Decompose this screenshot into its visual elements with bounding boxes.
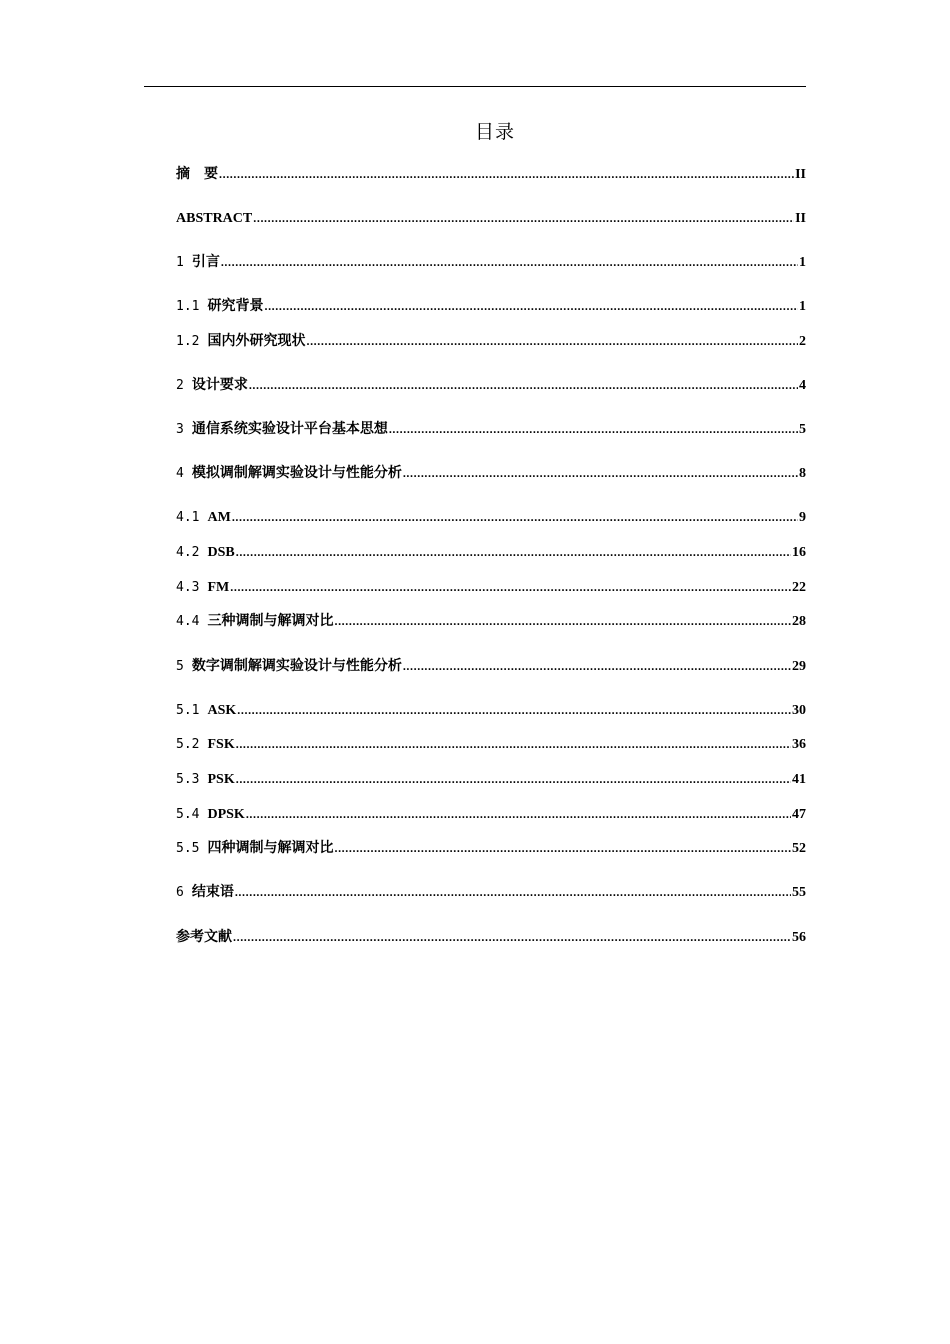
toc-entry-number: 4 <box>176 466 184 481</box>
toc-entry-page-number: 55 <box>792 885 806 900</box>
toc-entry-page-number: 47 <box>792 807 806 822</box>
toc-entry[interactable] <box>176 576 806 598</box>
toc-entry-label: 研究背景 <box>207 298 264 314</box>
dot-leader <box>389 418 798 440</box>
dot-leader <box>334 610 791 632</box>
toc-entry[interactable] <box>176 330 806 352</box>
header-rule <box>144 86 806 87</box>
toc-entry-label: 国内外研究现状 <box>207 333 306 349</box>
dot-leader <box>236 768 791 790</box>
toc-entry-page-number: 8 <box>799 466 806 481</box>
dot-leader <box>236 733 791 755</box>
toc-entry-number: 5.3 <box>176 772 200 787</box>
toc-entry[interactable] <box>176 374 806 396</box>
toc-entry-label: PSK <box>207 772 235 787</box>
toc-entry-label: 设计要求 <box>191 377 248 393</box>
dot-leader <box>219 163 794 185</box>
toc-entry-number: 4.3 <box>176 580 200 595</box>
dot-leader <box>264 295 798 317</box>
dot-leader <box>221 251 798 273</box>
toc-entry-label: ABSTRACT <box>176 211 253 226</box>
toc-entry-label: FSK <box>207 737 235 752</box>
toc-entry-page-number: 5 <box>799 422 806 437</box>
dot-leader <box>249 374 798 396</box>
toc-entry[interactable] <box>176 768 806 790</box>
toc-entry-label: 摘 要 <box>176 166 218 182</box>
toc-entry-page-number: 1 <box>799 255 806 270</box>
toc-entry-page-number: 9 <box>799 510 806 525</box>
toc-entry-number: 4.1 <box>176 510 200 525</box>
toc-entry-number: 6 <box>176 885 184 900</box>
toc-entry-page-number: 28 <box>792 614 806 629</box>
toc-entry-page-number: 56 <box>792 930 806 945</box>
toc-entry-label: AM <box>207 510 231 525</box>
toc-entry-page-number: II <box>795 211 806 226</box>
dot-leader <box>230 576 791 598</box>
toc-entry-label: DSB <box>207 545 235 560</box>
dot-leader <box>246 803 791 825</box>
toc-entry-number: 4.2 <box>176 545 200 560</box>
dot-leader <box>334 837 791 859</box>
toc-entry-label: ASK <box>207 703 237 718</box>
toc-entry-page-number: 1 <box>799 299 806 314</box>
toc-entry-page-number: 36 <box>792 737 806 752</box>
toc-title: 目录 <box>474 121 515 143</box>
toc-entry[interactable] <box>176 733 806 755</box>
toc-entry-number: 2 <box>176 378 184 393</box>
toc-entry-label: 四种调制与解调对比 <box>207 840 334 856</box>
toc-entry-label: 模拟调制解调实验设计与性能分析 <box>191 465 402 481</box>
toc-entry-label: 结束语 <box>191 884 234 900</box>
toc-entry[interactable] <box>176 506 806 528</box>
toc-entry[interactable] <box>176 610 806 632</box>
dot-leader <box>233 926 791 948</box>
toc-entry-number: 1 <box>176 255 184 270</box>
dot-leader <box>253 207 794 229</box>
toc-entry[interactable] <box>176 803 806 825</box>
dot-leader <box>236 541 791 563</box>
toc-entry-label: 通信系统实验设计平台基本思想 <box>191 421 388 437</box>
toc-entry[interactable] <box>176 418 806 440</box>
toc-entry[interactable] <box>176 926 806 948</box>
toc-entry-page-number: 2 <box>799 334 806 349</box>
toc-entry-label: 三种调制与解调对比 <box>207 613 334 629</box>
toc-entry-label: FM <box>207 580 230 595</box>
toc-entry-page-number: 52 <box>792 841 806 856</box>
toc-entry[interactable] <box>176 295 806 317</box>
toc-entry-number: 5 <box>176 659 184 674</box>
toc-entry[interactable] <box>176 655 806 677</box>
toc-entry-page-number: 22 <box>792 580 806 595</box>
toc-entry-number: 5.4 <box>176 807 200 822</box>
dot-leader <box>403 462 798 484</box>
toc-entry-number: 1.1 <box>176 299 200 314</box>
toc-entry-page-number: 16 <box>792 545 806 560</box>
toc-entry-label: 数字调制解调实验设计与性能分析 <box>191 658 402 674</box>
toc-entry-label: DPSK <box>207 807 245 822</box>
toc-entry-page-number: 30 <box>792 703 806 718</box>
toc-entry[interactable] <box>176 207 806 229</box>
toc-entry-label: 参考文献 <box>176 929 232 945</box>
dot-leader <box>235 881 791 903</box>
toc-entry-page-number: 4 <box>799 378 806 393</box>
toc-entry[interactable] <box>176 699 806 721</box>
toc-entry-number: 4.4 <box>176 614 200 629</box>
toc-entry[interactable] <box>176 251 806 273</box>
toc-entry-number: 5.5 <box>176 841 200 856</box>
toc-entry-number: 5.1 <box>176 703 200 718</box>
toc-entry[interactable] <box>176 163 806 185</box>
toc-entry-number: 5.2 <box>176 737 200 752</box>
dot-leader <box>306 330 798 352</box>
toc-entry-page-number: 29 <box>792 659 806 674</box>
dot-leader <box>232 506 798 528</box>
toc-entry[interactable] <box>176 837 806 859</box>
toc-entry-page-number: II <box>795 167 806 182</box>
toc-entry[interactable] <box>176 462 806 484</box>
toc-entry-label: 引言 <box>191 254 220 270</box>
toc-entry[interactable] <box>176 541 806 563</box>
toc-entry[interactable] <box>176 881 806 903</box>
dot-leader <box>403 655 791 677</box>
toc-entry-page-number: 41 <box>792 772 806 787</box>
dot-leader <box>237 699 791 721</box>
toc-entry-number: 1.2 <box>176 334 200 349</box>
toc-entry-number: 3 <box>176 422 184 437</box>
